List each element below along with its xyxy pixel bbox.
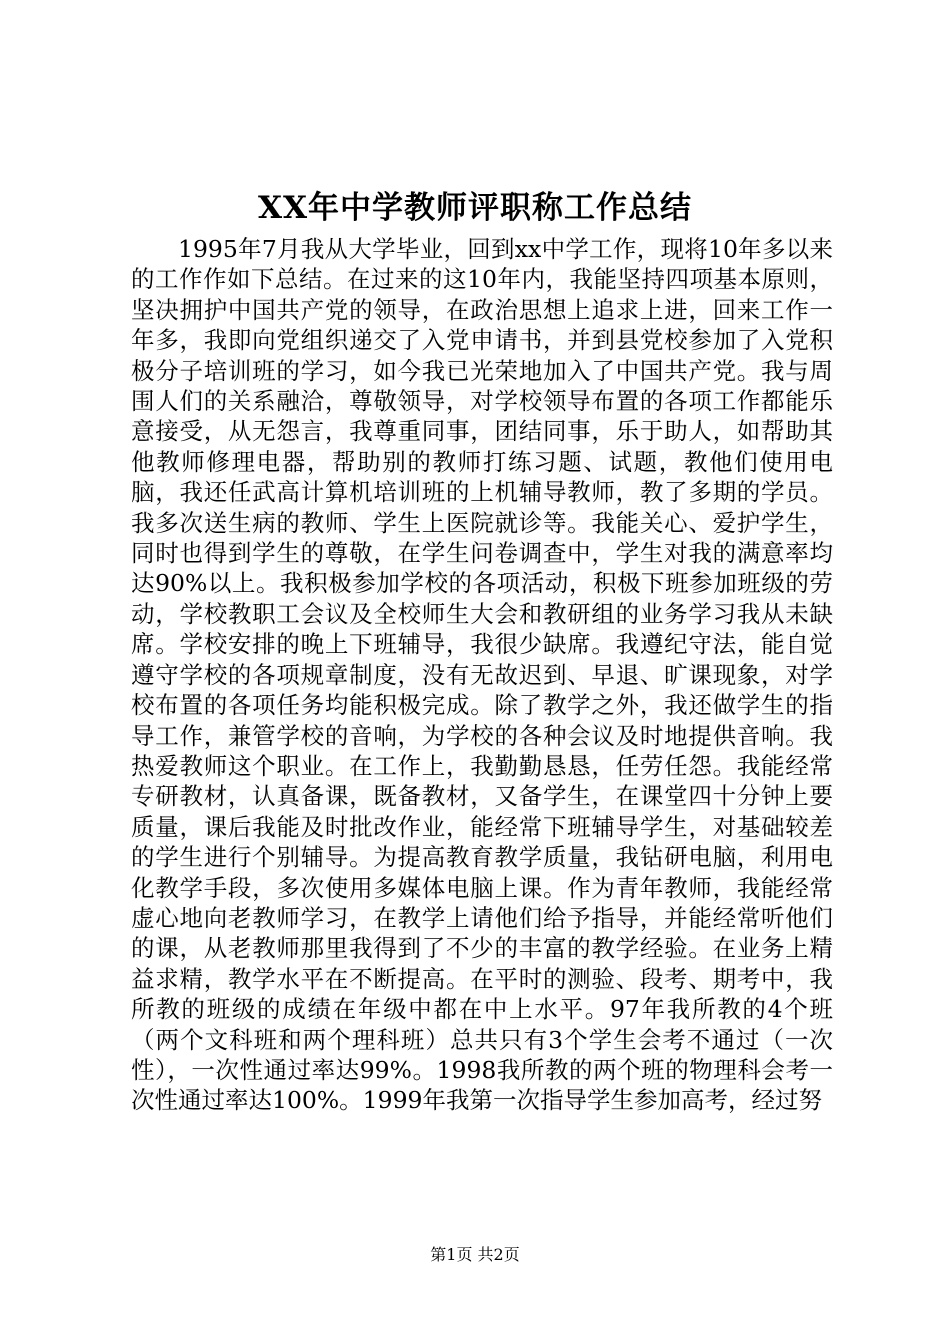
document-body-paragraph: 1995年7月我从大学毕业，回到xx中学工作，现将10年多以来的工作作如下总结。在过来的这10年内，我能坚持四项基本原则，坚决拥护中国共产党的领导，在政治思想上追求上进，回来工作一年多，我即向党组织递交了入党申请书，并到县党校参加了入党积极分子培训班的学习，如今我已光荣地加入了中国共产党。我与周围人们的关系融洽，尊敬领导，对学校领导布置的各项工作都能乐意接受，从无怨言，我尊重同事，团结同事，乐于助人，如帮助其他教师修理电器，帮助别的教师打练习题、试题，教他们使用电脑，我还任武高计算机培训班的上机辅导教师，教了多期的学员。我多次送生病的教师、学生上医院就诊等。我能关心、爱护学生，同时也得到学生的尊敬，在学生问卷调查中，学生对我的满意率均达90%以上。我积极参加学校的各项活动，积极下班参加班级的劳动，学校教职工会议及全校师生大会和教研组的业务学习我从未缺席。学校安排的晚上下班辅导，我很少缺席。我遵纪守法，能自觉遵守学校的各项规章制度，没有无故迟到、早退、旷课现象，对学校布置的各项任务均能积极完成。除了教学之外，我还做学生的指导工作，兼管学校的音响，为学校的各种会议及时地提供音响。我热爱教师这个职业。在工作上，我勤勤恳恳，任劳任怨。我能经常专研教材，认真备课，既备教材，又备学生，在课堂四十分钟上要质量，课后我能及时批改作业，能经常下班辅导学生，对基础较差的学生进行个别辅导。为提高教育教学质量，我钻研电脑，利用电化教学手段，多次使用多媒体电脑上课。作为青年教师，我能经常虚心地向老教师学习，在教学上请他们给予指导，并能经常听他们的课，从老教师那里我得到了不少的丰富的教学经验。在业务上精益求精，教学水平在不断提高。在平时的测验、段考、期考中，我所教的班级的成绩在年级中都在中上水平。97年我所教的4个班（两个文科班和两个理科班）总共只有3个学生会考不通过（一次性），一次性通过率达99%。1998我所教的两个班的物理科会考一次性通过率达100%。1999年我第一次指导学生参加高考，经过努	[131, 235, 833, 1115]
page-number-footer: 第1页 共2页	[430, 1245, 520, 1264]
document-title: XX年中学教师评职称工作总结	[257, 190, 693, 226]
